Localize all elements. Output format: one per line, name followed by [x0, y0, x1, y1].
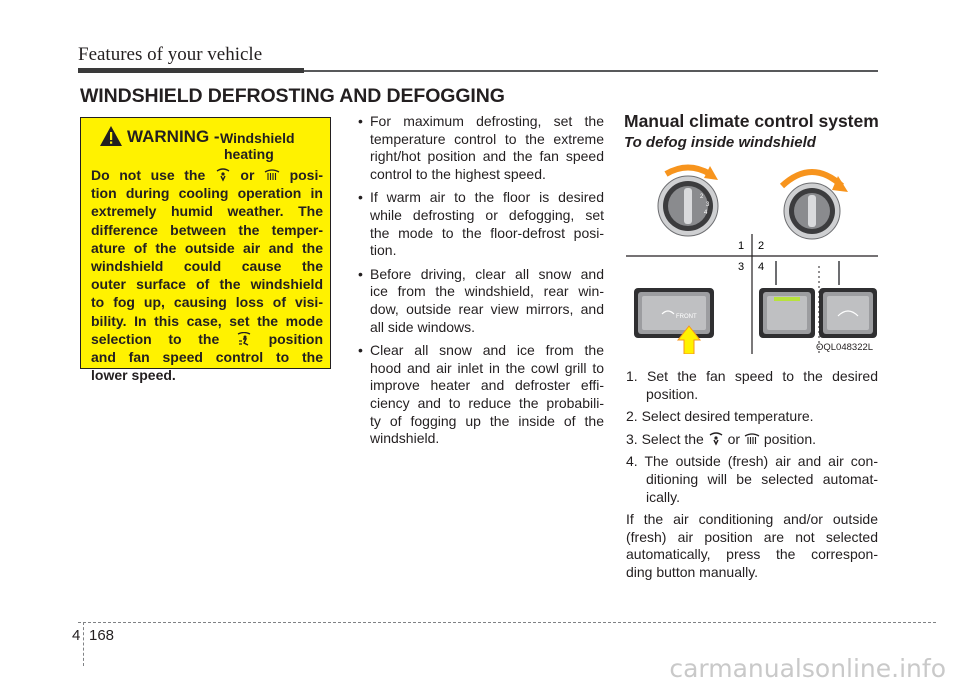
bullet-line: ciency and to reduce the probabili-: [370, 394, 604, 411]
step-line: [626, 431, 878, 449]
defog-mode-icon: [708, 432, 724, 446]
bullet-symbol: •: [358, 342, 363, 359]
front-defrost-button: [634, 288, 714, 338]
warning-box: [80, 117, 331, 384]
bullet-line: while defrosting or defogging, set: [370, 206, 604, 223]
figure-label-3: 3: [738, 261, 745, 273]
step-text: 3. Select the: [626, 430, 704, 447]
bullet-line: ice from the windshield, rear win-: [370, 283, 604, 300]
section-title: WINDSHIELD DEFROSTING AND DEFOGGING: [80, 85, 505, 107]
page-number: 168: [89, 627, 115, 644]
step-item: [626, 431, 878, 449]
bullet-line: hood and air inlet in the cowl grill to: [370, 359, 604, 376]
warning-text: or: [240, 167, 255, 183]
svg-text:3: 3: [706, 202, 710, 208]
bullet-line: all side windows.: [370, 318, 476, 335]
step-item: [626, 453, 878, 506]
defrost-icon: [744, 432, 760, 446]
step-line: 1. Set the fan speed to the desired: [626, 368, 878, 384]
bullet-item: [358, 113, 604, 183]
defog-mode-icon: [215, 168, 231, 182]
bullet-line: windshield.: [370, 430, 440, 447]
step-text: position.: [763, 430, 816, 447]
bullet-line: temperature control to the extreme: [370, 130, 604, 147]
figure-label-2: 2: [758, 240, 765, 252]
warning-line: tion during cooling operation in: [91, 185, 323, 202]
bullet-item: [358, 266, 604, 336]
warning-subtitle-1: Windshield: [220, 130, 295, 146]
warning-triangle-icon: [99, 125, 123, 147]
svg-text:4: 4: [704, 210, 708, 216]
warning-line: lower speed.: [91, 367, 176, 384]
defrost-icon: [264, 168, 280, 182]
header-rule-dark: [78, 68, 304, 73]
step-line: 4. The outside (fresh) air and air con-: [626, 453, 878, 470]
front-button-label: FRONT: [676, 314, 697, 320]
step-text: or: [727, 430, 741, 447]
warning-line: windshield could cause the: [91, 258, 323, 275]
warning-subtitle-2: heating: [224, 146, 274, 162]
bullet-list: [358, 113, 604, 454]
warning-line: ature of the outside air and the: [91, 239, 323, 256]
step-line: 2. Select desired temperature.: [626, 408, 814, 425]
warning-line: [91, 330, 323, 348]
warning-line: bility. In this case, set the mode: [91, 312, 323, 329]
bullet-symbol: •: [358, 113, 363, 129]
figure-code: OQL048322L: [816, 342, 874, 353]
bullet-item: [358, 189, 604, 259]
bullet-line: Before driving, clear all snow and: [370, 265, 604, 282]
figure-label-1: 1: [738, 240, 745, 252]
warning-line: difference between the temper-: [91, 221, 323, 238]
header-rule-light: [304, 70, 878, 72]
warning-line: outer surface of the windshield: [91, 276, 323, 293]
step-line: position.: [646, 385, 699, 402]
bullet-line: For maximum defrosting, set the: [370, 113, 604, 129]
note-paragraph: [626, 511, 878, 581]
chapter-number: 4: [72, 627, 81, 644]
manual-climate-title: Manual climate control system: [624, 111, 879, 131]
warning-body: [91, 166, 323, 384]
footer-vertical-divider: [83, 622, 84, 666]
watermark: carmanualsonline.info: [669, 654, 946, 683]
bullet-item: [358, 342, 604, 448]
figure-label-4: 4: [758, 261, 765, 273]
bullet-line: ty of fogging up the inside of the: [370, 412, 604, 429]
ac-button: [759, 288, 815, 338]
fan-speed-knob: [658, 176, 718, 236]
svg-text:2: 2: [700, 194, 704, 200]
warning-line: extremely humid weather. The: [91, 203, 323, 220]
climate-control-figure: [626, 156, 878, 354]
step-line: ditioning will be selected automat-: [646, 470, 878, 487]
warning-line: to fog up, causing loss of visi-: [91, 294, 323, 311]
bullet-line: Clear all snow and ice from the: [370, 342, 604, 359]
page-header-title: Features of your vehicle: [78, 44, 263, 65]
warning-text: selection to the: [91, 330, 220, 347]
step-line: ically.: [646, 488, 680, 505]
warning-text: position: [268, 330, 324, 347]
bullet-line: dow, outside rear view mirrors, and: [370, 300, 604, 317]
bullet-line: tion.: [370, 242, 397, 259]
footer-divider: [78, 622, 936, 623]
recirculation-button: [819, 288, 877, 338]
bullet-line: control to the highest speed.: [370, 165, 546, 182]
note-line: automatically, press the correspon-: [626, 546, 878, 563]
bullet-line: If warm air to the floor is desired: [370, 189, 604, 206]
warning-title: WARNING -: [127, 127, 220, 146]
note-line: ding button manually.: [626, 563, 759, 580]
warning-line: and fan speed control to the: [91, 349, 323, 366]
bullet-line: improve heater and defroster effi-: [370, 377, 604, 394]
bullet-symbol: •: [358, 189, 363, 206]
note-line: If the air conditioning and/or outside: [626, 511, 878, 528]
mode-knob: [784, 183, 840, 239]
bullet-line: right/hot position and the fan speed: [370, 148, 604, 165]
warning-text: Do not use the: [91, 167, 206, 183]
bullet-line: the mode to the floor-defrost posi-: [370, 224, 604, 241]
warning-text: posi-: [289, 167, 324, 183]
step-item: [626, 368, 878, 403]
defog-subtitle: To defog inside windshield: [624, 134, 816, 151]
step-item: [626, 408, 878, 426]
note-line: (fresh) air position are not selected: [626, 528, 878, 545]
bullet-symbol: •: [358, 265, 363, 282]
climate-control-illustration: [626, 156, 878, 354]
defog-steps: [626, 368, 878, 582]
floor-defrost-icon: [236, 332, 252, 346]
warning-line: [91, 166, 323, 184]
